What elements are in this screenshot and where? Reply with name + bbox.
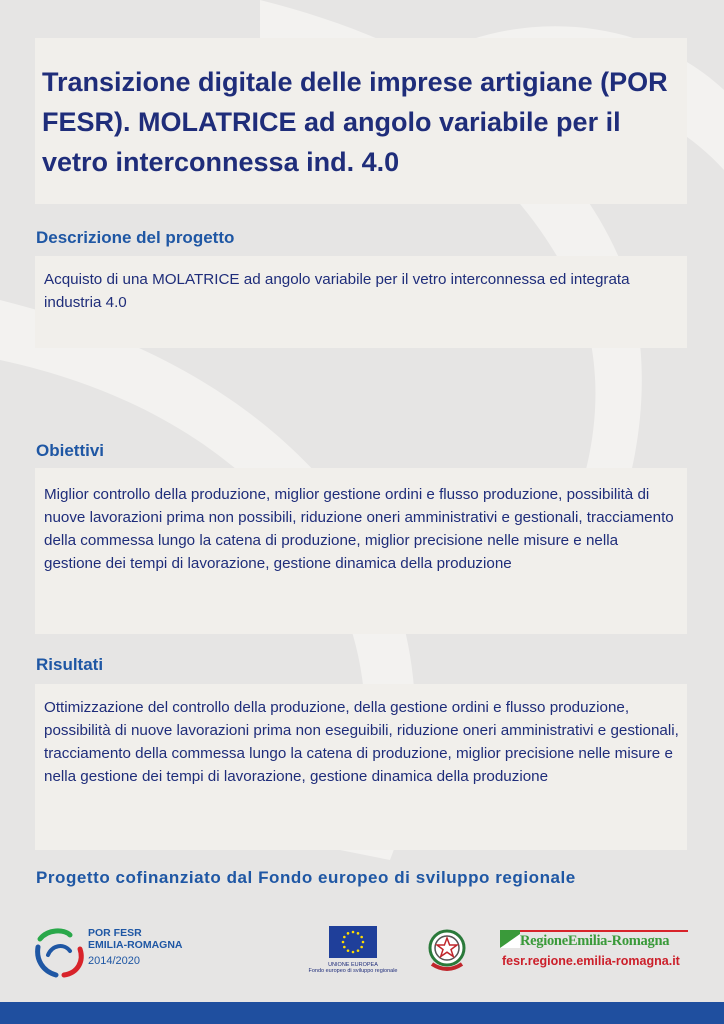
section-text-risultati: Ottimizzazione del controllo della produzione, della gestione ordini e flusso produzione, possibilità di nuove lavorazioni prima non eseguibili, riduzione oneri amministrativi e gestionali, tracciamento della commessa lungo la catena di produzione, miglior precisione nelle misure e nella gestione dei tempi di lavorazione, gestione dinamica della produzione — [44, 699, 679, 785]
eu-line1: UNIONE EUROPEA — [328, 962, 378, 968]
eu-star — [360, 936, 363, 939]
bottom-bar — [0, 1002, 724, 1024]
por-fesr-logo — [34, 925, 209, 983]
regione-name: RegioneEmilia-Romagna — [520, 933, 670, 949]
eu-star — [352, 931, 355, 934]
eu-star — [352, 951, 355, 954]
eu-star — [343, 936, 346, 939]
italian-republic-emblem-icon — [424, 926, 470, 976]
eu-star — [357, 932, 360, 935]
regione-url: fesr.regione.emilia-romagna.it — [502, 954, 680, 968]
eu-star — [362, 941, 365, 944]
cofinanced-statement: Progetto cofinanziato dal Fondo europeo di sviluppo regionale — [36, 868, 576, 887]
eu-star — [357, 949, 360, 952]
eu-star — [347, 932, 350, 935]
por-fesr-line2: EMILIA-ROMAGNA — [88, 939, 183, 951]
regione-top-rule — [520, 930, 688, 932]
eu-star — [343, 946, 346, 949]
section-text-obiettivi: Miglior controllo della produzione, miglior gestione ordini e flusso produzione, possibilità di nuove lavorazioni prima non possibili, riduzione oneri amministrativi e gestionali, tracciamento della commessa lungo la catena di produzione, miglior precisione nelle misure e nella gestione dei tempi di lavorazione, gestione dinamica della produzione — [44, 486, 674, 572]
page-title: Transizione digitale delle imprese artigiane (POR FESR). MOLATRICE ad angolo variabile per il vetro interconnessa ind. 4.0 — [42, 67, 668, 177]
regione-flag-icon — [500, 930, 520, 948]
eu-flag-icon — [329, 926, 377, 958]
por-fesr-mark-icon — [34, 925, 86, 983]
eu-line2: Fondo europeo di sviluppo regionale — [308, 968, 398, 974]
eu-star — [360, 946, 363, 949]
por-fesr-line1: POR FESR — [88, 927, 142, 939]
section-heading-risultati: Risultati — [36, 655, 104, 674]
section-heading-descrizione: Descrizione del progetto — [36, 228, 235, 247]
section-text-descrizione: Acquisto di una MOLATRICE ad angolo variabile per il vetro interconnessa ed integrata industria 4.0 — [44, 271, 630, 311]
eu-star — [347, 949, 350, 952]
eu-logo — [303, 926, 403, 978]
eu-star — [342, 941, 345, 944]
section-heading-obiettivi: Obiettivi — [36, 441, 105, 460]
regione-emilia-romagna-logo — [500, 928, 692, 976]
por-fesr-years: 2014/2020 — [88, 955, 140, 967]
